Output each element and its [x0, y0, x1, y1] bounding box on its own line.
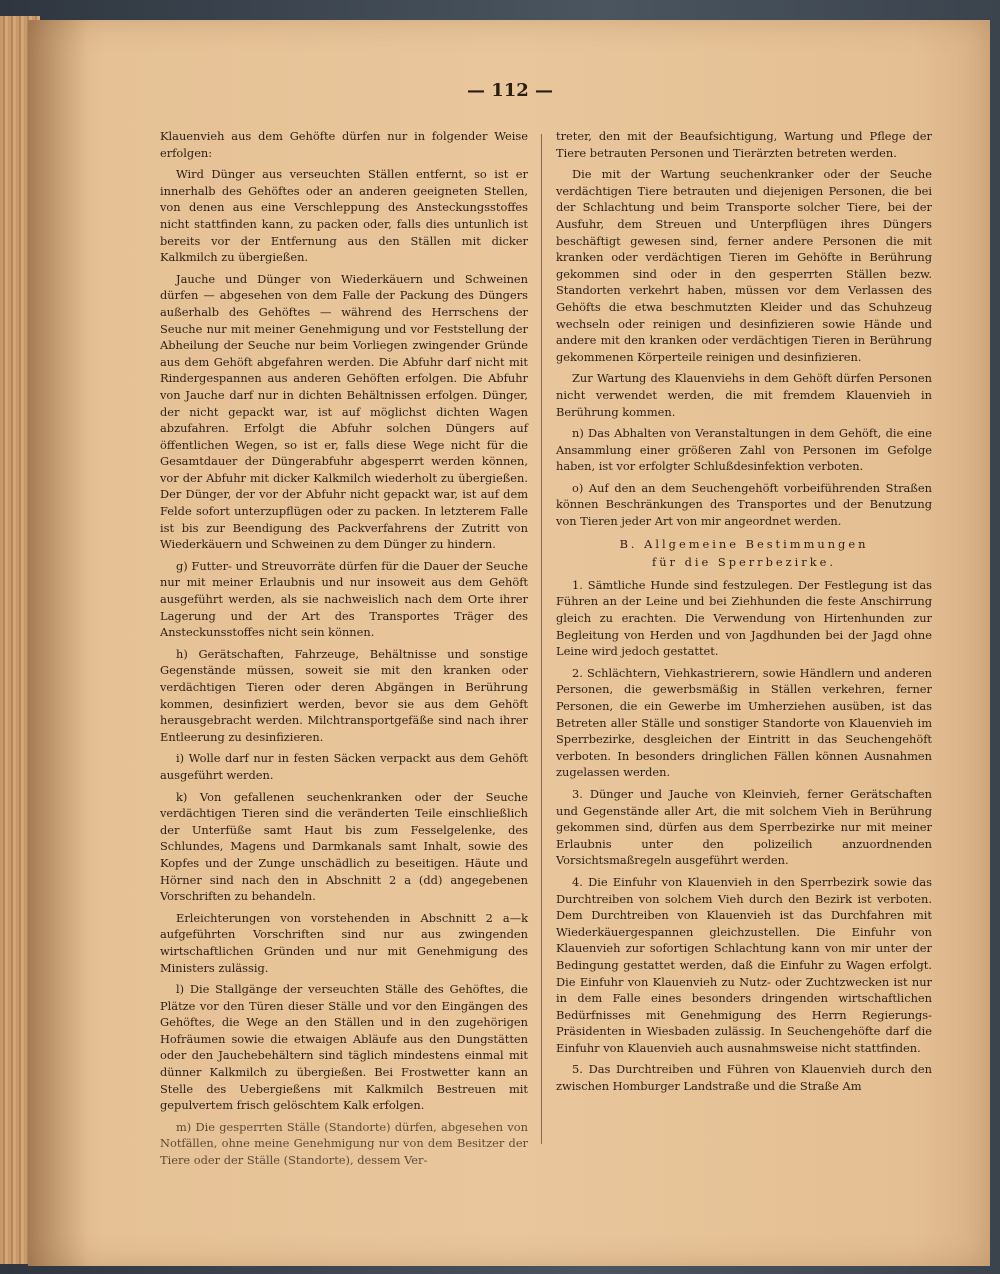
paragraph: 5. Das Durchtreiben und Führen von Klauenvieh durch den zwischen Homburger Landstraße und die Straße Am	[556, 1062, 932, 1094]
paragraph: i) Wolle darf nur in festen Säcken verpackt aus dem Gehöft ausgeführt werden.	[160, 751, 528, 782]
paragraph: h) Gerätschaften, Fahrzeuge, Behältnisse und sonstige Gegenstände müssen, soweit sie mit den kranken oder verdächtigen Tieren oder deren Abgängen in Berührung kommen, desinfiziert werden, bevor sie aus dem Gehöft herausgebracht werden. Milchtransportgefäße sind nach ihrer Entleerung zu desinfizieren.	[160, 646, 528, 744]
section-heading: B. Allgemeine Bestimmungen	[619, 536, 869, 551]
left-column	[160, 128, 528, 1174]
gutter-shadow	[28, 20, 88, 1266]
paragraph: Zur Wartung des Klauenviehs in dem Gehöft dürfen Personen nicht verwendet werden, die mit fremdem Klauenvieh in Berührung kommen.	[556, 371, 932, 419]
paragraph: g) Futter- und Streuvorräte dürfen für die Dauer der Seuche nur mit meiner Erlaubnis und nur insoweit aus dem Gehöft ausgeführt werden, als sie nachweislich nach dem Orte ihrer Lagerung und der Art des Transportes Träger des Ansteckunsstoffes nicht sein können.	[160, 558, 528, 640]
paragraph: Klauenvieh aus dem Gehöfte dürfen nur in folgender Weise erfolgen:	[160, 129, 528, 160]
paragraph: m) Die gesperrten Ställe (Standorte) dürfen, abgesehen von Notfällen, ohne meine Genehmigung nur von dem Besitzer der Tiere oder der Ställe (Standorte), dessem Ver-	[160, 1119, 528, 1168]
paragraph: n) Das Abhalten von Veranstaltungen in dem Gehöft, die eine Ansammlung einer größeren Zahl von Personen im Gefolge haben, ist vor erfolgter Schlußdesinfektion verboten.	[556, 426, 932, 474]
section-subheading: für die Sperrbezirke.	[651, 555, 837, 570]
paragraph: Erleichterungen von vorstehenden in Abschnitt 2 a—k aufgeführten Vorschriften sind nur aus zwingenden wirtschaftlichen Gründen und nur mit Genehmigung des Ministers zulässig.	[160, 910, 528, 975]
paragraph: 4. Die Einfuhr von Klauenvieh in den Sperrbezirk sowie das Durchtreiben von solchem Vieh durch den Bezirk ist verboten. Dem Durchtreiben von Klauenvieh ist das Durchfahren mit Wiederkäuergespannen gleichzustellen. Die Einfuhr von Klauenvieh zur sofortigen Schlachtung kann von mir unter der Bedingung gestattet werden, daß die Einfuhr zu Wagen erfolgt. Die Einfuhr von Klauenvieh zu Nutz- oder Zuchtzwecken ist nur in dem Falle eines besonders dringenden wirtschaftlichen Bedürfnisses mit Genehmigung des Herrn Regierungs-Präsidenten in Wiesbaden zulässig. In Seuchengehöfte darf die Einfuhr von Klauenvieh auch ausnahmsweise nicht stattfinden.	[556, 874, 932, 1055]
column-divider	[541, 134, 542, 1144]
paragraph: 3. Dünger und Jauche von Kleinvieh, ferner Gerätschaften und Gegenstände aller Art, die mit solchem Vieh in Berührung gekommen sind, dürfen aus dem Sperrbezirke nur mit meiner Erlaubnis unter den polizeilich anzuordnenden Vorsichtsmaßregeln ausgeführt werden.	[556, 786, 932, 868]
paragraph: treter, den mit der Beaufsichtigung, Wartung und Pflege der Tiere betrauten Personen und Tierärzten betreten werden.	[556, 129, 932, 160]
paragraph: 2. Schlächtern, Viehkastrierern, sowie Händlern und anderen Personen, die gewerbsmäßig in Ställen verkehren, ferner Personen, die ein Gewerbe im Umherziehen ausüben, ist das Betreten aller Ställe und sonstiger Standorte von Klauenvieh im Sperrbezirke, desgleichen der Eintritt in das Seuchengehöft verboten. In besonders dringlichen Fällen können Ausnahmen zugelassen werden.	[556, 665, 932, 780]
paragraph: o) Auf den an dem Seuchengehöft vorbeiführenden Straßen können Beschränkungen des Transportes und der Benutzung von Tieren jeder Art von mir angeordnet werden.	[556, 480, 932, 529]
right-column	[556, 128, 932, 1100]
paragraph: Die mit der Wartung seuchenkranker oder der Seuche verdächtigen Tiere betrauten und diejenigen Personen, die bei der Schlachtung und beim Transporte solcher Tiere, bei der Ausfuhr, dem Streuen und Unterpflügen ihres Düngers beschäftigt gewesen sind, ferner andere Personen die mit kranken oder verdächtigen Tieren im Gehöfte in Berührung gekommen sind oder in den gesperrten Ställen bezw. Standorten verkehrt haben, müssen vor dem Verlassen des Gehöfts die etwa beschmutzten Kleider und das Schuhzeug wechseln oder reinigen und desinfizieren sowie Hände und andere mit den kranken oder verdächtigen Tieren in Berührung gekommenen Körperteile reinigen und desinfizieren.	[556, 167, 932, 364]
paragraph: Wird Dünger aus verseuchten Ställen entfernt, so ist er innerhalb des Gehöftes oder an anderen geeigneten Stellen, von denen aus eine Verschleppung des Ansteckungsstoffes nicht stattfinden kann, zu packen oder, falls dies untunlich ist bereits vor der Entfernung aus den Ställen mit dicker Kalkmilch zu übergießen.	[160, 167, 528, 265]
paragraph: l) Die Stallgänge der verseuchten Ställe des Gehöftes, die Plätze vor den Türen dieser Ställe und vor den Eingängen des Gehöftes, die Wege an den Ställen und in den zugehörigen Hofräumen sowie die etwaigen Abläufe aus den Dungstätten oder den Jauchebehältern sind täglich mindestens einmal mit dünner Kalkmilch zu übergießen. Bei Frostwetter kann an Stelle des Uebergießens mit Kalkmilch Bestreuen mit gepulvertem frisch gelöschtem Kalk erfolgen.	[160, 982, 528, 1113]
page-number: — 112 —	[466, 80, 554, 101]
paragraph: Jauche und Dünger von Wiederkäuern und Schweinen dürfen — abgesehen von dem Falle der Packung des Düngers außerhalb des Gehöftes — während des Herrschens der Seuche nur mit meiner Genehmigung und vor Feststellung der Abheilung der Seuche nur beim Vorliegen zwingender Gründe aus dem Gehöft abgefahren werden. Die Abfuhr darf nicht mit Rindergespannen aus anderen Gehöften erfolgen. Die Abfuhr von Jauche darf nur in dichten Behältnissen erfolgen. Dünger, der nicht gepackt war, ist auf möglichst dichten Wagen abzufahren. Erfolgt die Abfuhr solchen Düngers auf öffentlichen Wegen, so ist er, falls diese Wege nicht für die Gesamtdauer der Düngerabfuhr abgesperrt werden können, vor der Abfuhr mit dicker Kalkmilch wiederholt zu übergießen. Der Dünger, der vor der Abfuhr nicht gepackt war, ist auf dem Felde sofort unterzupflügen oder zu packen. In letzterem Falle ist bis zur Beendigung des Packverfahrens der Zutritt von Wiederkäuern und Schweinen zu dem Dünger zu hindern.	[160, 271, 528, 552]
paragraph: k) Von gefallenen seuchenkranken oder der Seuche verdächtigen Tieren sind die veränderten Teile einschließlich der Unterfüße samt Haut bis zum Fesselgelenke, des Schlundes, Magens und Darmkanals samt Inhalt, sowie des Kopfes und der Zunge unschädlich zu beseitigen. Häute und Hörner sind nach den in Abschnitt 2 a (dd) angegebenen Vorschriften zu behandeln.	[160, 789, 528, 904]
paragraph: 1. Sämtliche Hunde sind festzulegen. Der Festlegung ist das Führen an der Leine und bei Ziehhunden die feste Anschirrung gleich zu erachten. Die Verwendung von Hirtenhunden zur Begleitung von Herden und von Jagdhunden bei der Jagd ohne Leine wird jedoch gestattet.	[556, 577, 932, 659]
